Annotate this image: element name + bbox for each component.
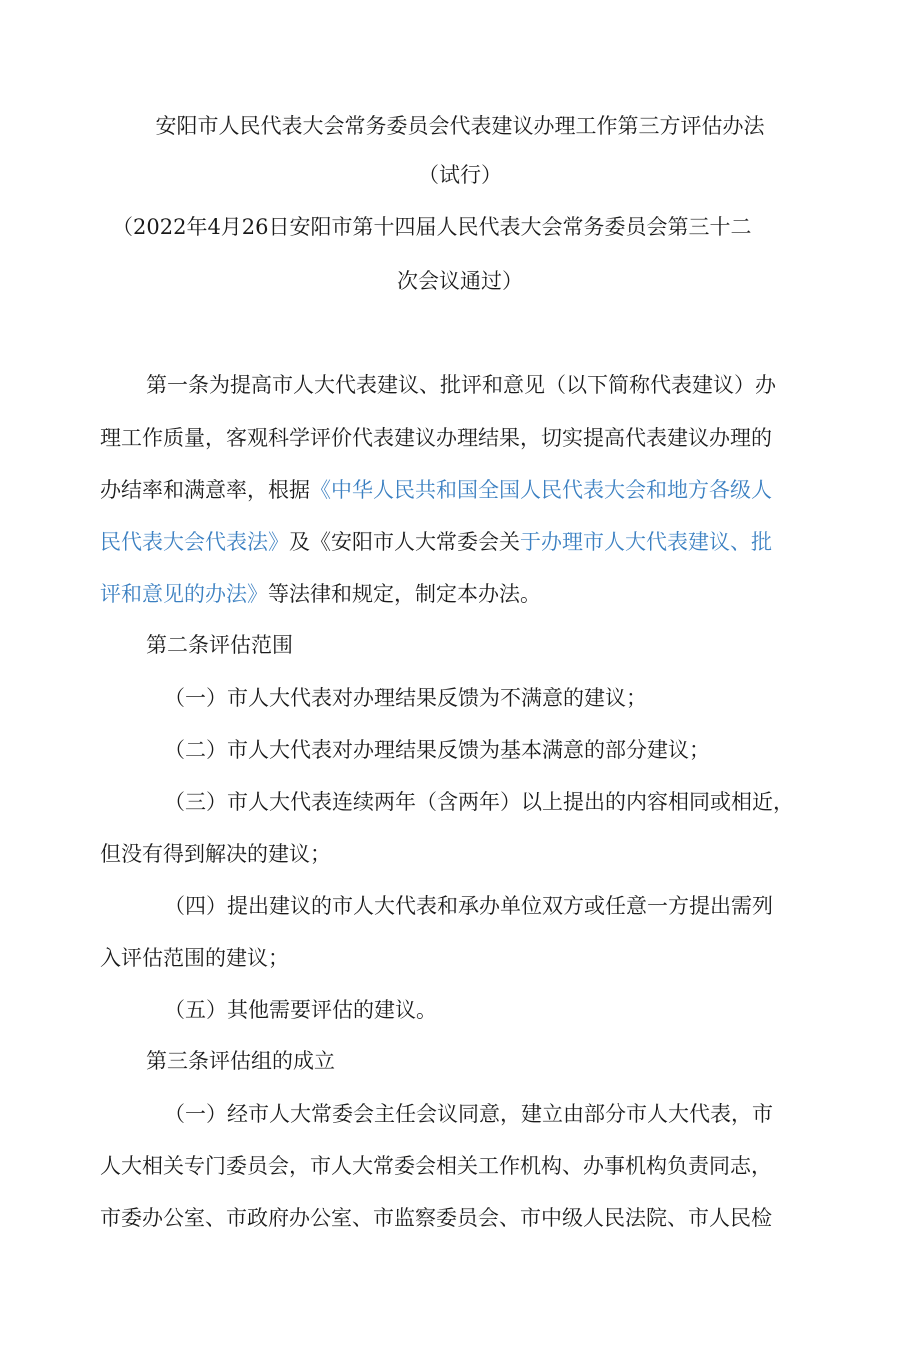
article-1-line-5 [100,579,541,609]
regulation-link-suggestions-cont[interactable]: 评和意见的办法》 [100,582,268,606]
document-subtitle: （试行） [418,163,502,187]
adoption-note-line-2: 次会议通过） [397,269,523,293]
article-2-item-3-line-1: （三）市人大代表连续两年（含两年）以上提出的内容相同或相近， [164,790,794,814]
law-link-representatives-act-cont[interactable]: 民代表大会代表法》 [100,530,289,554]
article-1-text: 等法律和规定，制定本办法。 [268,582,541,606]
document-title: 安阳市人民代表大会常务委员会代表建议办理工作第三方评估办法 [155,114,765,138]
article-1-line-3 [100,475,772,505]
regulation-link-suggestions[interactable]: 于办理市人大代表建议、批 [520,530,772,554]
article-2-item-4-line-2: 入评估范围的建议； [100,946,289,970]
article-3-item-1-line-2: 人大相关专门委员会，市人大常委会相关工作机构、办事机构负责同志， [100,1154,772,1178]
article-1-line-4 [100,527,772,557]
article-2-item-1: （一）市人大代表对办理结果反馈为不满意的建议； [164,686,647,710]
article-1-text: 办结率和满意率，根据 [100,478,310,502]
article-3-item-1-line-3: 市委办公室、市政府办公室、市监察委员会、市中级人民法院、市人民检 [100,1206,772,1230]
article-3-item-1-line-1: （一）经市人大常委会主任会议同意，建立由部分市人大代表，市 [164,1102,773,1126]
article-3-heading: 第三条评估组的成立 [146,1049,335,1073]
article-2-item-5: （五）其他需要评估的建议。 [164,998,437,1022]
article-2-heading: 第二条评估范围 [146,633,293,657]
article-2-item-3-line-2: 但没有得到解决的建议； [100,842,331,866]
article-1-text: 及《安阳市人大常委会关 [289,530,520,554]
article-1-line-1: 第一条为提高市人大代表建议、批评和意见（以下简称代表建议）办 [146,373,776,397]
article-1-line-2: 理工作质量，客观科学评价代表建议办理结果，切实提高代表建议办理的 [100,426,772,450]
law-link-representatives-act[interactable]: 《中华人民共和国全国人民代表大会和地方各级人 [310,478,772,502]
article-2-item-4-line-1: （四）提出建议的市人大代表和承办单位双方或任意一方提出需列 [164,894,773,918]
adoption-note-line-1: （2022年4月26日安阳市第十四届人民代表大会常务委员会第三十二 [112,215,752,239]
article-2-item-2: （二）市人大代表对办理结果反馈为基本满意的部分建议； [164,738,710,762]
